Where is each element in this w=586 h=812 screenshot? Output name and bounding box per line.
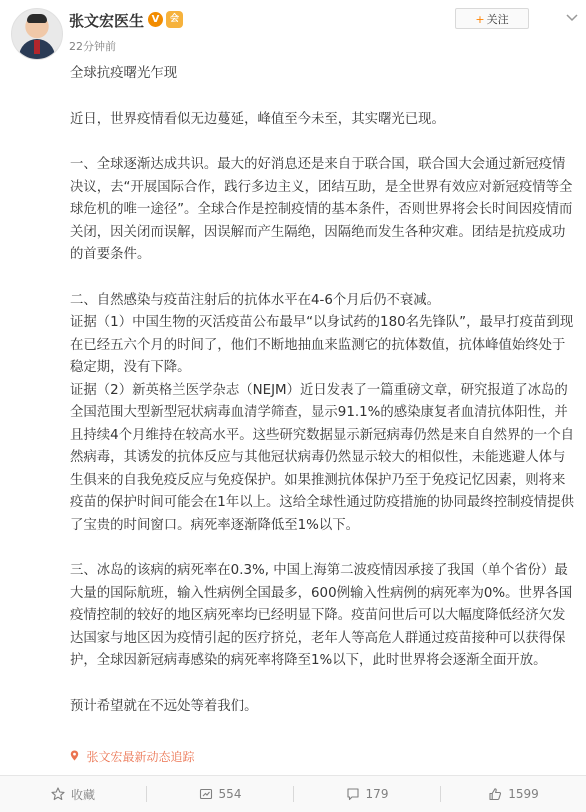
post-paragraph: 近日，世界疫情看似无边蔓延，峰值至今未至，其实曙光已现。 bbox=[70, 111, 445, 127]
like-button[interactable] bbox=[441, 776, 586, 812]
chevron-down-icon[interactable] bbox=[566, 13, 578, 23]
timestamp[interactable]: 22分钟前 bbox=[69, 40, 116, 53]
follow-button[interactable] bbox=[455, 8, 529, 29]
post-paragraph: 一、全球逐渐达成共识。最大的好消息还是来自于联合国，联合国大会通过新冠疫情决议，去“开展国际合作，践行多边主义，团结互助，是全世界有效应对新冠疫情等全球危机的唯一途径”。全球合作是控制疫情的基本条件，否则世界将会长时间因疫情而关闭，因关闭而误解，因误解而产生隔绝，因隔绝而发生各种灾难。团结是抗疫成功的首要条件。 bbox=[70, 157, 573, 262]
repost-count: 554 bbox=[218, 787, 242, 801]
post-paragraph: 二、自然感染与疫苗注射后的抗体水平在4-6个月后仍不衰减。 bbox=[70, 292, 441, 308]
post-title: 全球抗疫曙光乍现 bbox=[70, 66, 178, 81]
trace-link[interactable] bbox=[70, 748, 195, 765]
action-bar bbox=[0, 775, 586, 812]
post-body bbox=[70, 63, 575, 718]
repost-icon bbox=[199, 787, 213, 801]
post-paragraph: 证据（2）新英格兰医学杂志（NEJM）近日发表了一篇重磅文章，研究报道了冰岛的全国范围大型新型冠状病毒血清学筛查，显示91.1%的感染康复者血清抗体阳性，并且持续4个月维持在较高水平。这些研究数据显示新冠病毒仍然是来自自然界的一个自然病毒，其诱发的抗体反应与其他冠状病毒仍然显示较大的相似性，未能逃避人体与生俱来的自我免疫反应与免疫保护。如果推测抗体保护乃至于免疫记忆因素，则将来疫苗的保护时间可能会在1年以上。这给全球性通过防疫措施的协同最终控制疫情提供了宝贵的时间窗口。病死率逐渐降低至1%以下。 bbox=[70, 382, 574, 533]
username[interactable]: 张文宏医生 bbox=[69, 12, 145, 30]
favorite-button[interactable] bbox=[0, 776, 146, 812]
comment-icon bbox=[346, 787, 360, 801]
favorite-label: 收藏 bbox=[70, 787, 95, 802]
post-paragraph: 预计希望就在不远处等着我们。 bbox=[70, 698, 258, 714]
like-icon bbox=[488, 787, 502, 801]
comment-button[interactable] bbox=[294, 776, 440, 812]
post-paragraph: 证据（1）中国生物的灭活疫苗公布最早“以身试药的180名先锋队”，最早打疫苗到现在已经五六个月的时间了，他们不断地抽血来监测它的抗体数值，抗体峰值始终处于稳定期，没有下降。 bbox=[70, 315, 574, 375]
post-header bbox=[0, 0, 586, 55]
plus-icon: + bbox=[475, 13, 485, 26]
member-badge-icon[interactable]: 会 bbox=[166, 11, 183, 28]
repost-button[interactable] bbox=[147, 776, 293, 812]
comment-count: 179 bbox=[365, 787, 389, 801]
location-icon bbox=[70, 751, 83, 764]
post-paragraph: 三、冰岛的该病的病死率在0.3%, 中国上海第二波疫情因承接了我国（单个省份）最大量的国际航班，输入性病例全国最多，600例输入性病例的病死率为0%。世界各国疫情控制的较好的地区病死率均已经明显下降。疫苗问世后可以大幅度降低经济欠发达国家与地区因为疫情引起的医疗挤兑，老年人等高危人群通过疫苗接种可以获得保护，全球因新冠病毒感染的病死率将降至1%以下，此时世界将会逐渐全面开放。 bbox=[70, 563, 573, 668]
like-count: 1599 bbox=[508, 787, 539, 801]
star-icon bbox=[51, 787, 65, 801]
follow-label: 关注 bbox=[486, 13, 509, 26]
trace-link-label: 张文宏最新动态追踪 bbox=[86, 750, 195, 764]
verified-badge-icon: V bbox=[148, 12, 163, 27]
avatar[interactable] bbox=[11, 8, 63, 60]
